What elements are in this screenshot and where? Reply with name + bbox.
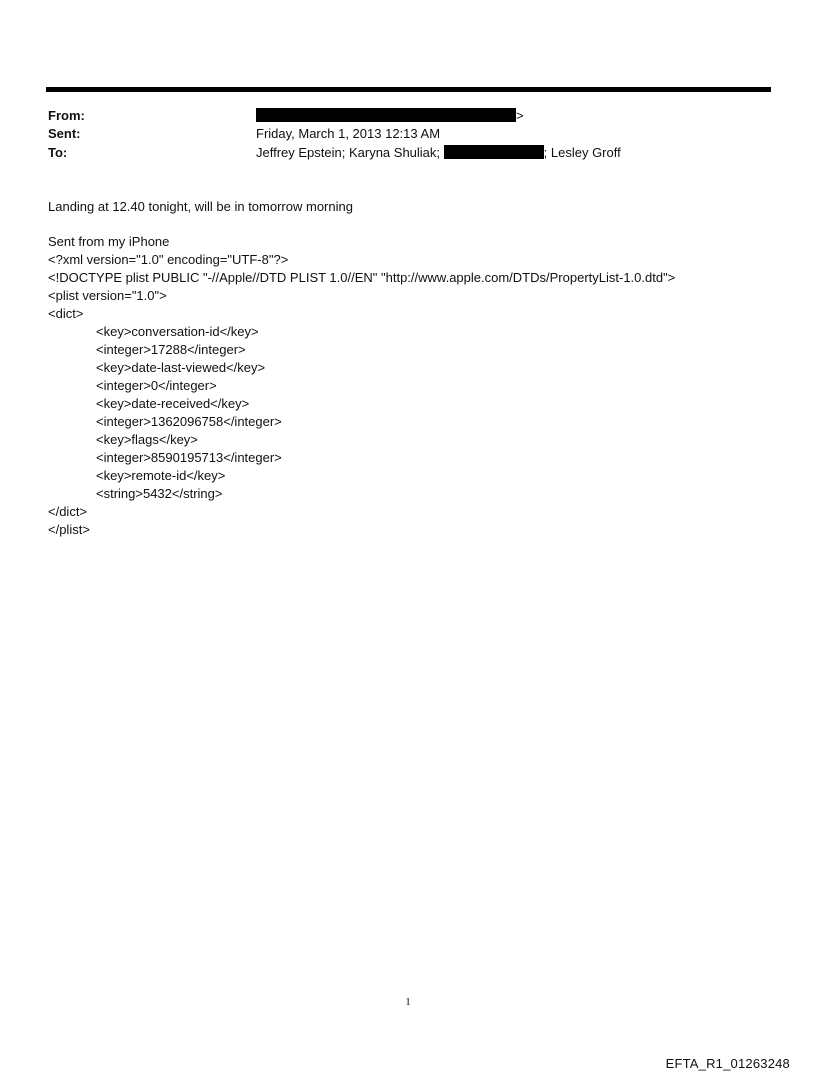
page-number: 1 [405,996,411,1008]
from-suffix: > [516,108,524,123]
message-signature: Sent from my iPhone [48,234,170,249]
to-recipients-part1: Jeffrey Epstein; Karyna Shuliak; [256,145,441,160]
xml-line: <integer>8590195713</integer> [96,450,282,465]
message-body-line: Landing at 12.40 tonight, will be in tomorrow morning [48,199,353,214]
xml-line: <key>date-last-viewed</key> [96,360,266,375]
xml-line: <integer>1362096758</integer> [96,414,282,429]
xml-line: <key>date-received</key> [96,396,250,411]
sent-value: Friday, March 1, 2013 12:13 AM [256,126,441,141]
xml-line: </dict> [48,504,88,519]
from-label: From: [48,108,85,123]
xml-line: <key>remote-id</key> [96,468,226,483]
xml-line: <integer>0</integer> [96,378,217,393]
xml-line: <integer>17288</integer> [96,342,246,357]
xml-line: <plist version="1.0"> [48,288,167,303]
from-value [256,108,524,124]
to-value [256,145,621,161]
xml-line: <key>conversation-id</key> [96,324,259,339]
xml-line: </plist> [48,522,90,537]
redaction-box [256,108,516,122]
xml-line: <string>5432</string> [96,486,223,501]
xml-line: <key>flags</key> [96,432,198,447]
to-recipients-part2: ; Lesley Groff [543,145,621,160]
xml-line: <?xml version="1.0" encoding="UTF-8"?> [48,252,289,267]
to-label: To: [48,145,68,160]
xml-line: <!DOCTYPE plist PUBLIC "-//Apple//DTD PLIST 1.0//EN" "http://www.apple.com/DTDs/PropertyList-1.0.dtd"> [48,270,676,285]
document-id: EFTA_R1_01263248 [665,1056,790,1071]
header-divider [46,87,771,92]
xml-line: <dict> [48,306,84,321]
sent-label: Sent: [48,126,81,141]
redaction-box [444,145,544,159]
